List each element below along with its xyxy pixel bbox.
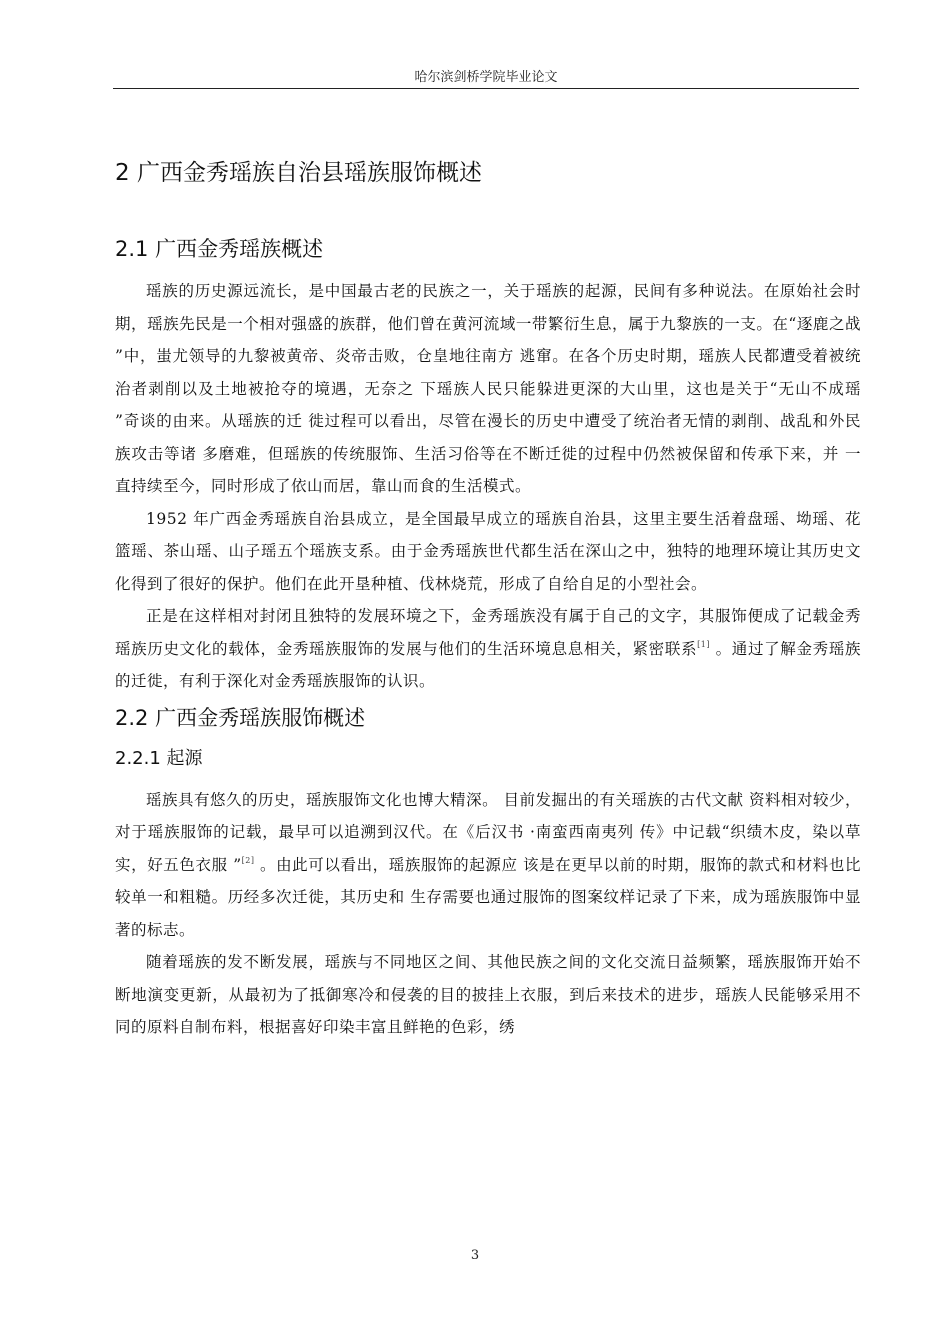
section-2-2-title: 2.2 广西金秀瑶族服饰概述	[115, 705, 366, 730]
paragraph-text: 正是在这样相对封闭且独特的发展环境之下，金秀瑶族没有属于自己的文字，其服饰便成了记载金秀瑶族历史文化的载体，金秀瑶族服饰的发展与他们的生活环境息息相关，紧密联系	[115, 607, 861, 658]
body-content	[115, 140, 861, 1044]
paragraph-text: 瑶族具有悠久的历史，瑶族服饰文化也博大精深。 目前发掘出的有关瑶族的古代文献 资料相对较少，对于瑶族服饰的记载，最早可以追溯到汉代。在《后汉书 ·南蛮西南夷列 传》中记载“织绩木皮，染以草实，好五色衣服 ”	[115, 790, 861, 874]
section-2-1-paragraph-3	[115, 600, 861, 698]
subsection-2-2-1-title: 2.2.1 起源	[115, 747, 203, 769]
page-number: 3	[470, 1248, 480, 1263]
citation-ref-2: [2]	[241, 855, 255, 865]
section-2-2-1-paragraph-2: 随着瑶族的发不断发展，瑶族与不同地区之间、其他民族之间的文化交流日益频繁，瑶族服饰开始不断地演变更新，从最初为了抵御寒冷和侵袭的目的披挂上衣服，到后来技术的进步，瑶族人民能够采用不同的原料自制布料，根据喜好印染丰富且鲜艳的色彩，绣	[115, 953, 861, 1036]
paragraph-text: 。通过了解金秀瑶族的迁徙，有利于深化对金秀瑶族服饰的认识。	[115, 639, 861, 690]
citation-ref-1: [1]	[697, 639, 711, 649]
chapter-title: 2 广西金秀瑶族自治县瑶族服饰概述	[115, 160, 482, 186]
paragraph-text: 。由此可以看出，瑶族服饰的起源应 该是在更早以前的时期，服饰的款式和材料也比较单一和粗糙。历经多次迁徙，其历史和 生存需要也通过服饰的图案纹样记录了下来，成为瑶族服饰中显著的标志。	[115, 855, 861, 939]
section-2-1-paragraph-2: 1952 年广西金秀瑶族自治县成立，是全国最早成立的瑶族自治县，这里主要生活着盘瑶、坳瑶、花篮瑶、茶山瑶、山子瑶五个瑶族支系。由于金秀瑶族世代都生活在深山之中，独特的地理环境让其历史文化得到了很好的保护。他们在此开垦种植、伐林烧荒，形成了自给自足的小型社会。	[115, 509, 861, 593]
header-rule	[113, 88, 859, 89]
section-2-1-paragraph-1: 瑶族的历史源远流长，是中国最古老的民族之一，关于瑶族的起源，民间有多种说法。在原始社会时期，瑶族先民是一个相对强盛的族群，他们曾在黄河流域一带繁衍生息，属于九黎族的一支。在“逐鹿之战 ”中，蚩尤领导的九黎被黄帝、炎帝击败，仓皇地往南方 逃窜。在各个历史时期，瑶族人民都遭受着被统治者剥削以及土地被抢夺的境遇，无奈之 下瑶族人民只能躲进更深的大山里，这也是关于“无山不成瑶 ”奇谈的由来。从瑶族的迁 徙过程可以看出，尽管在漫长的历史中遭受了统治者无情的剥削、战乱和外民族攻击等诸 多磨难，但瑶族的传统服饰、生活习俗等在不断迁徙的过程中仍然被保留和传承下来，并 一直持续至今，同时形成了依山而居，靠山而食的生活模式。	[115, 282, 861, 495]
page-header: 哈尔滨剑桥学院毕业论文	[414, 70, 558, 85]
section-2-2-1-paragraph-1	[115, 784, 861, 947]
section-2-1-title: 2.1 广西金秀瑶族概述	[115, 237, 324, 261]
